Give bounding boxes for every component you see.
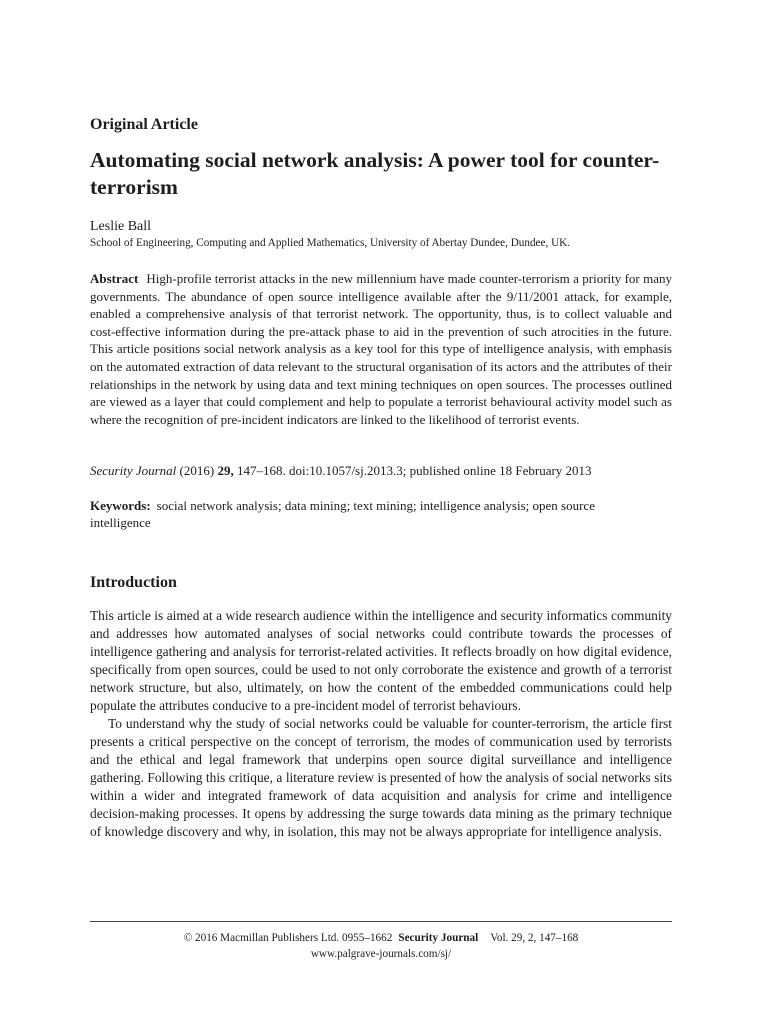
citation-volume: 29, bbox=[217, 463, 234, 478]
footer-volume: Vol. 29, 2, 147–168 bbox=[490, 932, 579, 944]
keywords-label: Keywords: bbox=[90, 498, 151, 513]
author-name: Leslie Ball bbox=[90, 219, 152, 234]
paragraph: To understand why the study of social networks could be valuable for counter-terrorism, the article first presents a critical perspective on the concept of terrorism, the modes of communication used by terrorists and the ethical and legal framework that underpins open source digital surveillance and intelligence gathering. Following this critique, a literature review is presented of how the analysis of social networks sits within a wider and integrated framework of data acquisition and analysis for crime and intelligence decision-making processes. It opens by addressing the surge towards data mining as the primary technique of knowledge discovery and why, in isolation, this may not be always appropriate for intelligence analysis. bbox=[90, 716, 672, 839]
citation-year: (2016) bbox=[179, 463, 215, 478]
article-title: Automating social network analysis: A power tool for counter-terrorism bbox=[90, 148, 660, 199]
page-footer bbox=[90, 930, 672, 962]
citation-line bbox=[90, 463, 672, 479]
footer-copyright: © 2016 Macmillan Publishers Ltd. 0955–1662 bbox=[183, 932, 393, 944]
footer-line-1 bbox=[90, 930, 672, 946]
abstract-label: Abstract bbox=[90, 271, 139, 286]
section-heading-introduction: Introduction bbox=[90, 574, 177, 591]
abstract-text: High-profile terrorist attacks in the new millennium have made counter-terrorism a priority for many governments. The abundance of open source intelligence available after the 9/11/2001 attack, for example, enabled a comprehensive analysis of that terrorist network. The opportunity, thus, is to collect valuable and cost-effective information during the pre-attack phase to aid in the prevention of such atrocities in the future. This article positions social network analysis as a key tool for this type of intelligence analysis, with emphasis on the automated extraction of data relevant to the structural organisation of its actors and the attributes of their relationships in the network by using data and text mining techniques on open sources. The processes outlined are viewed as a layer that could complement and help to populate a terrorist behavioural activity model such as where the recognition of pre-incident indicators are linked to the likelihood of terrorist events. bbox=[90, 271, 672, 427]
footer-url[interactable]: www.palgrave-journals.com/sj/ bbox=[310, 948, 452, 960]
paragraph: This article is aimed at a wide research audience within the intelligence and security informatics community and addresses how automated analyses of social networks could contribute towards the processes of intelligence gathering and analysis for terrorist-related activities. It reflects broadly on how digital evidence, specifically from open sources, could be used to not only corroborate the existence and growth of a terrorist network structure, but also, ultimately, on how the content of the embedded communications could help populate the attributes conducive to a pre-incident model of terrorist behaviours. bbox=[90, 608, 672, 713]
author-affiliation: School of Engineering, Computing and Applied Mathematics, University of Abertay Dundee, Dundee, UK. bbox=[90, 237, 571, 249]
abstract bbox=[90, 270, 672, 428]
keywords-text: social network analysis; data mining; text mining; intelligence analysis; open source intelligence bbox=[90, 498, 595, 530]
article-type-label: Original Article bbox=[90, 116, 198, 133]
footer-journal: Security Journal bbox=[398, 932, 479, 944]
footer-divider bbox=[90, 921, 672, 922]
introduction-body bbox=[90, 607, 672, 841]
keywords bbox=[90, 497, 650, 531]
citation-journal: Security Journal bbox=[90, 463, 177, 478]
citation-details: 147–168. doi:10.1057/sj.2013.3; published online 18 February 2013 bbox=[236, 463, 592, 478]
